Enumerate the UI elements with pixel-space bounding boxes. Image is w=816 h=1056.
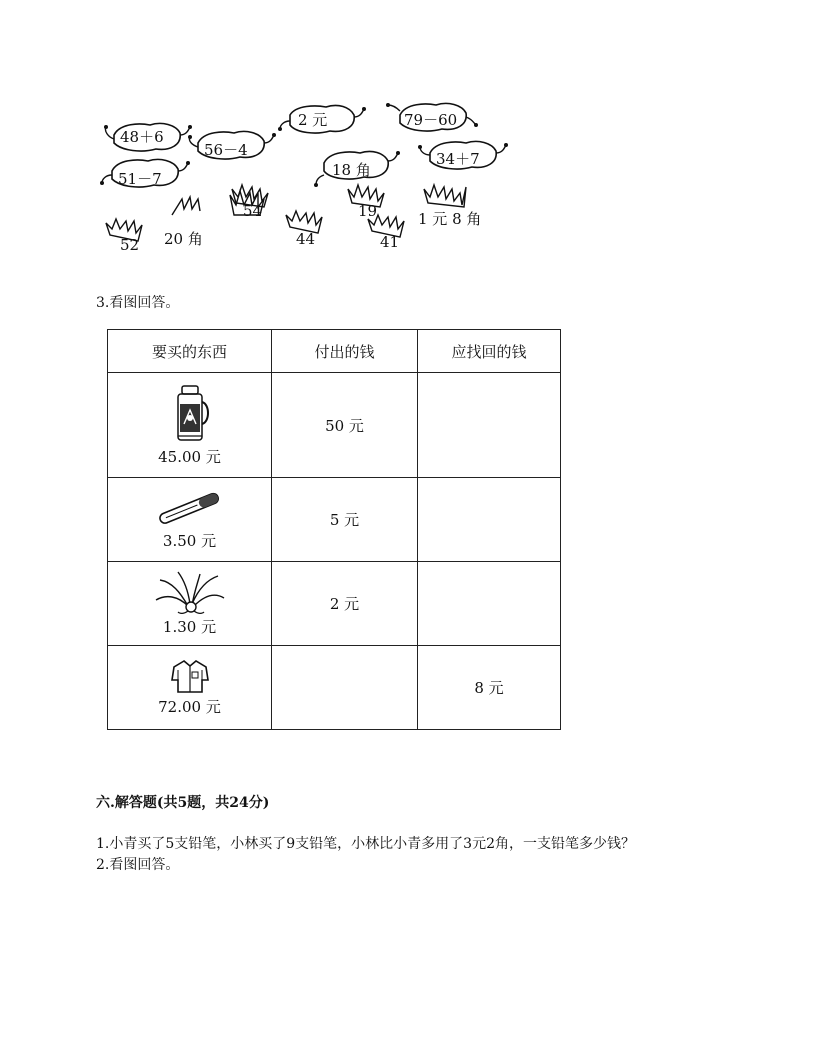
leaf-label: 56－4 [204,141,248,159]
table-header-row [108,330,561,373]
thermos-icon [170,384,210,444]
leaf-card [278,105,366,133]
table-row [108,373,561,478]
grass-card [286,211,322,248]
leaf-card [100,159,190,188]
leaf-card [418,141,508,169]
item-price: 3.50 元 [162,532,217,550]
grass-label: 44 [296,230,316,248]
item-cell [108,478,272,562]
table-row [108,646,561,730]
leaf-card [314,151,400,187]
table-row [108,562,561,646]
item-cell [108,646,272,730]
grass-card [424,185,466,207]
item-price: 72.00 元 [158,698,221,716]
table-header: 付出的钱 [272,330,418,373]
leaf-label: 51－7 [118,170,162,188]
section-6-title: 六.解答题(共5题，共24分) [96,795,270,811]
item-cell [108,562,272,646]
paid-cell: 5 元 [272,478,418,562]
leaf-label: 48＋6 [120,128,164,146]
pen-icon [154,488,226,528]
amount-label: 20 角 [164,230,203,248]
change-cell: 8 元 [418,646,561,730]
table-row [108,478,561,562]
paid-cell: 2 元 [272,562,418,646]
leaf-label: 2 元 [298,111,328,129]
paid-cell: 50 元 [272,373,418,478]
leaf-label: 34＋7 [436,150,480,168]
question-3-title: 3.看图回答。 [96,295,180,311]
leaf-card [104,123,192,151]
leaf-label: 18 角 [332,161,371,179]
shirt-icon [170,658,210,694]
change-cell[interactable] [418,562,561,646]
grass-label: 54 [243,202,263,220]
grass-card [106,219,142,254]
grass-label: 52 [120,236,140,254]
price-table [107,329,561,730]
grass-label: 19 [358,202,378,220]
amount-label: 1 元 8 角 [418,210,482,228]
item-price: 1.30 元 [162,618,217,636]
change-cell[interactable] [418,478,561,562]
item-cell [108,373,272,478]
grass-card [368,215,404,251]
item-price: 45.00 元 [158,447,221,466]
grass-label: 41 [380,233,400,251]
leaf-card [188,131,276,159]
table-header: 要买的东西 [108,330,272,373]
leaf-card [386,103,478,131]
section-6-question-1: 1.小青买了5支铅笔，小林买了9支铅笔，小林比小青多用了3元2角，一支铅笔多少钱？ [96,836,635,852]
leaf-label: 79－60 [404,111,458,129]
section-6-question-2: 2.看图回答。 [96,857,180,873]
shuttlecock-icon [154,570,226,614]
change-cell[interactable] [418,373,561,478]
matching-figure [90,95,530,265]
table-header: 应找回的钱 [418,330,561,373]
paid-cell[interactable] [272,646,418,730]
